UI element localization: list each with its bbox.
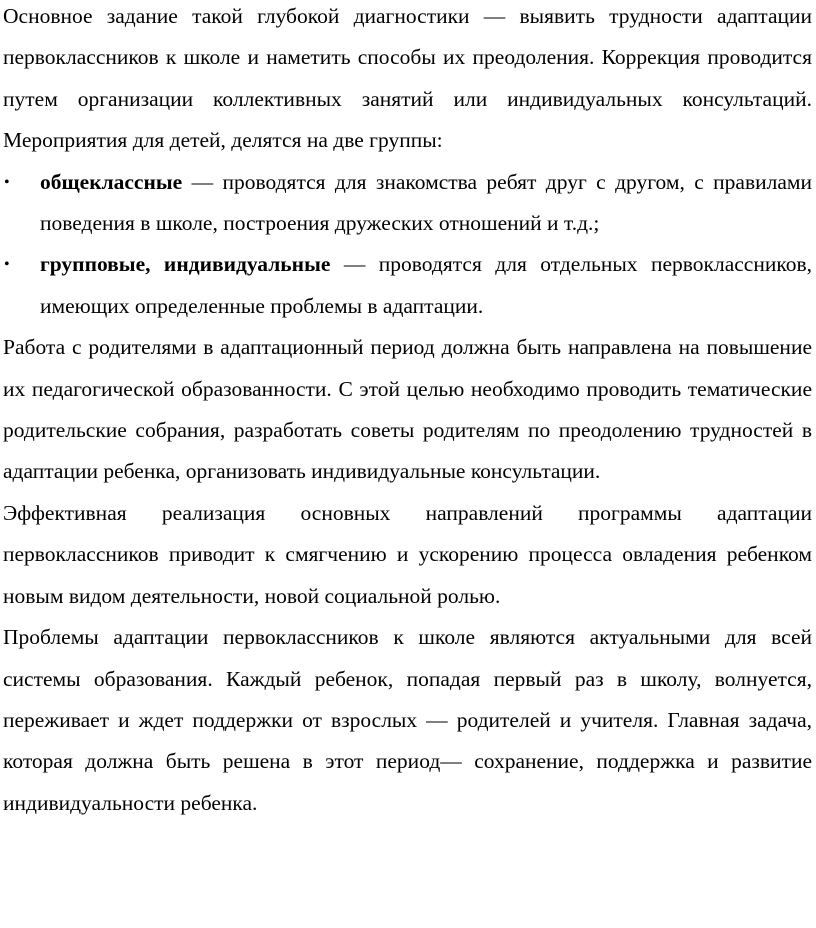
bullet-icon: • xyxy=(4,256,10,274)
list-text: — проводятся для отдельных первоклассников, имеющих определенные проблемы в адаптации. xyxy=(40,252,812,318)
bullet-icon: • xyxy=(4,173,10,191)
list-text: — проводятся для знакомства ребят друг с другом, с правилами поведения в школе, построения дружеских отношений и т.д.; xyxy=(40,169,812,236)
list-item-group-activities xyxy=(3,244,812,327)
activity-groups-list xyxy=(3,162,812,328)
paragraph-problems: Проблемы адаптации первоклассников к школе являются актуальными для всей системы образования. Каждый ребенок, попадая первый раз в школу, волнуется, переживает и ждет поддержки от взрослых — родителей и учителя. Главная задача, которая должна быть решена в этот период— сохранение, поддержка и развитие индивидуальности ребенка. xyxy=(3,625,812,815)
list-item-class-activities xyxy=(3,162,812,245)
list-term: групповые, индивидуальные xyxy=(40,252,331,277)
paragraph-intro: Основное задание такой глубокой диагностики — выявить трудности адаптации первоклассников к школе и наметить способы их преодоления. Коррекция проводится путем организации коллективных занятий или индивидуальных консультаций. Мероприятия для детей, делятся на две группы: xyxy=(3,4,812,153)
list-term: общеклассные xyxy=(40,169,183,194)
paragraph-effectiveness: Эффективная реализация основных направлений программы адаптации первоклассников приводит к смягчению и ускорению процесса овладения ребенком новым видом деятельности, новой социальной ролью. xyxy=(3,500,812,608)
paragraph-parents: Работа с родителями в адаптационный период должна быть направлена на повышение их педагогической образованности. С этой целью необходимо проводить тематические родительские собрания, разработать советы родителям по преодолению трудностей в адаптации ребенка, организовать индивидуальные консультации. xyxy=(3,335,812,484)
